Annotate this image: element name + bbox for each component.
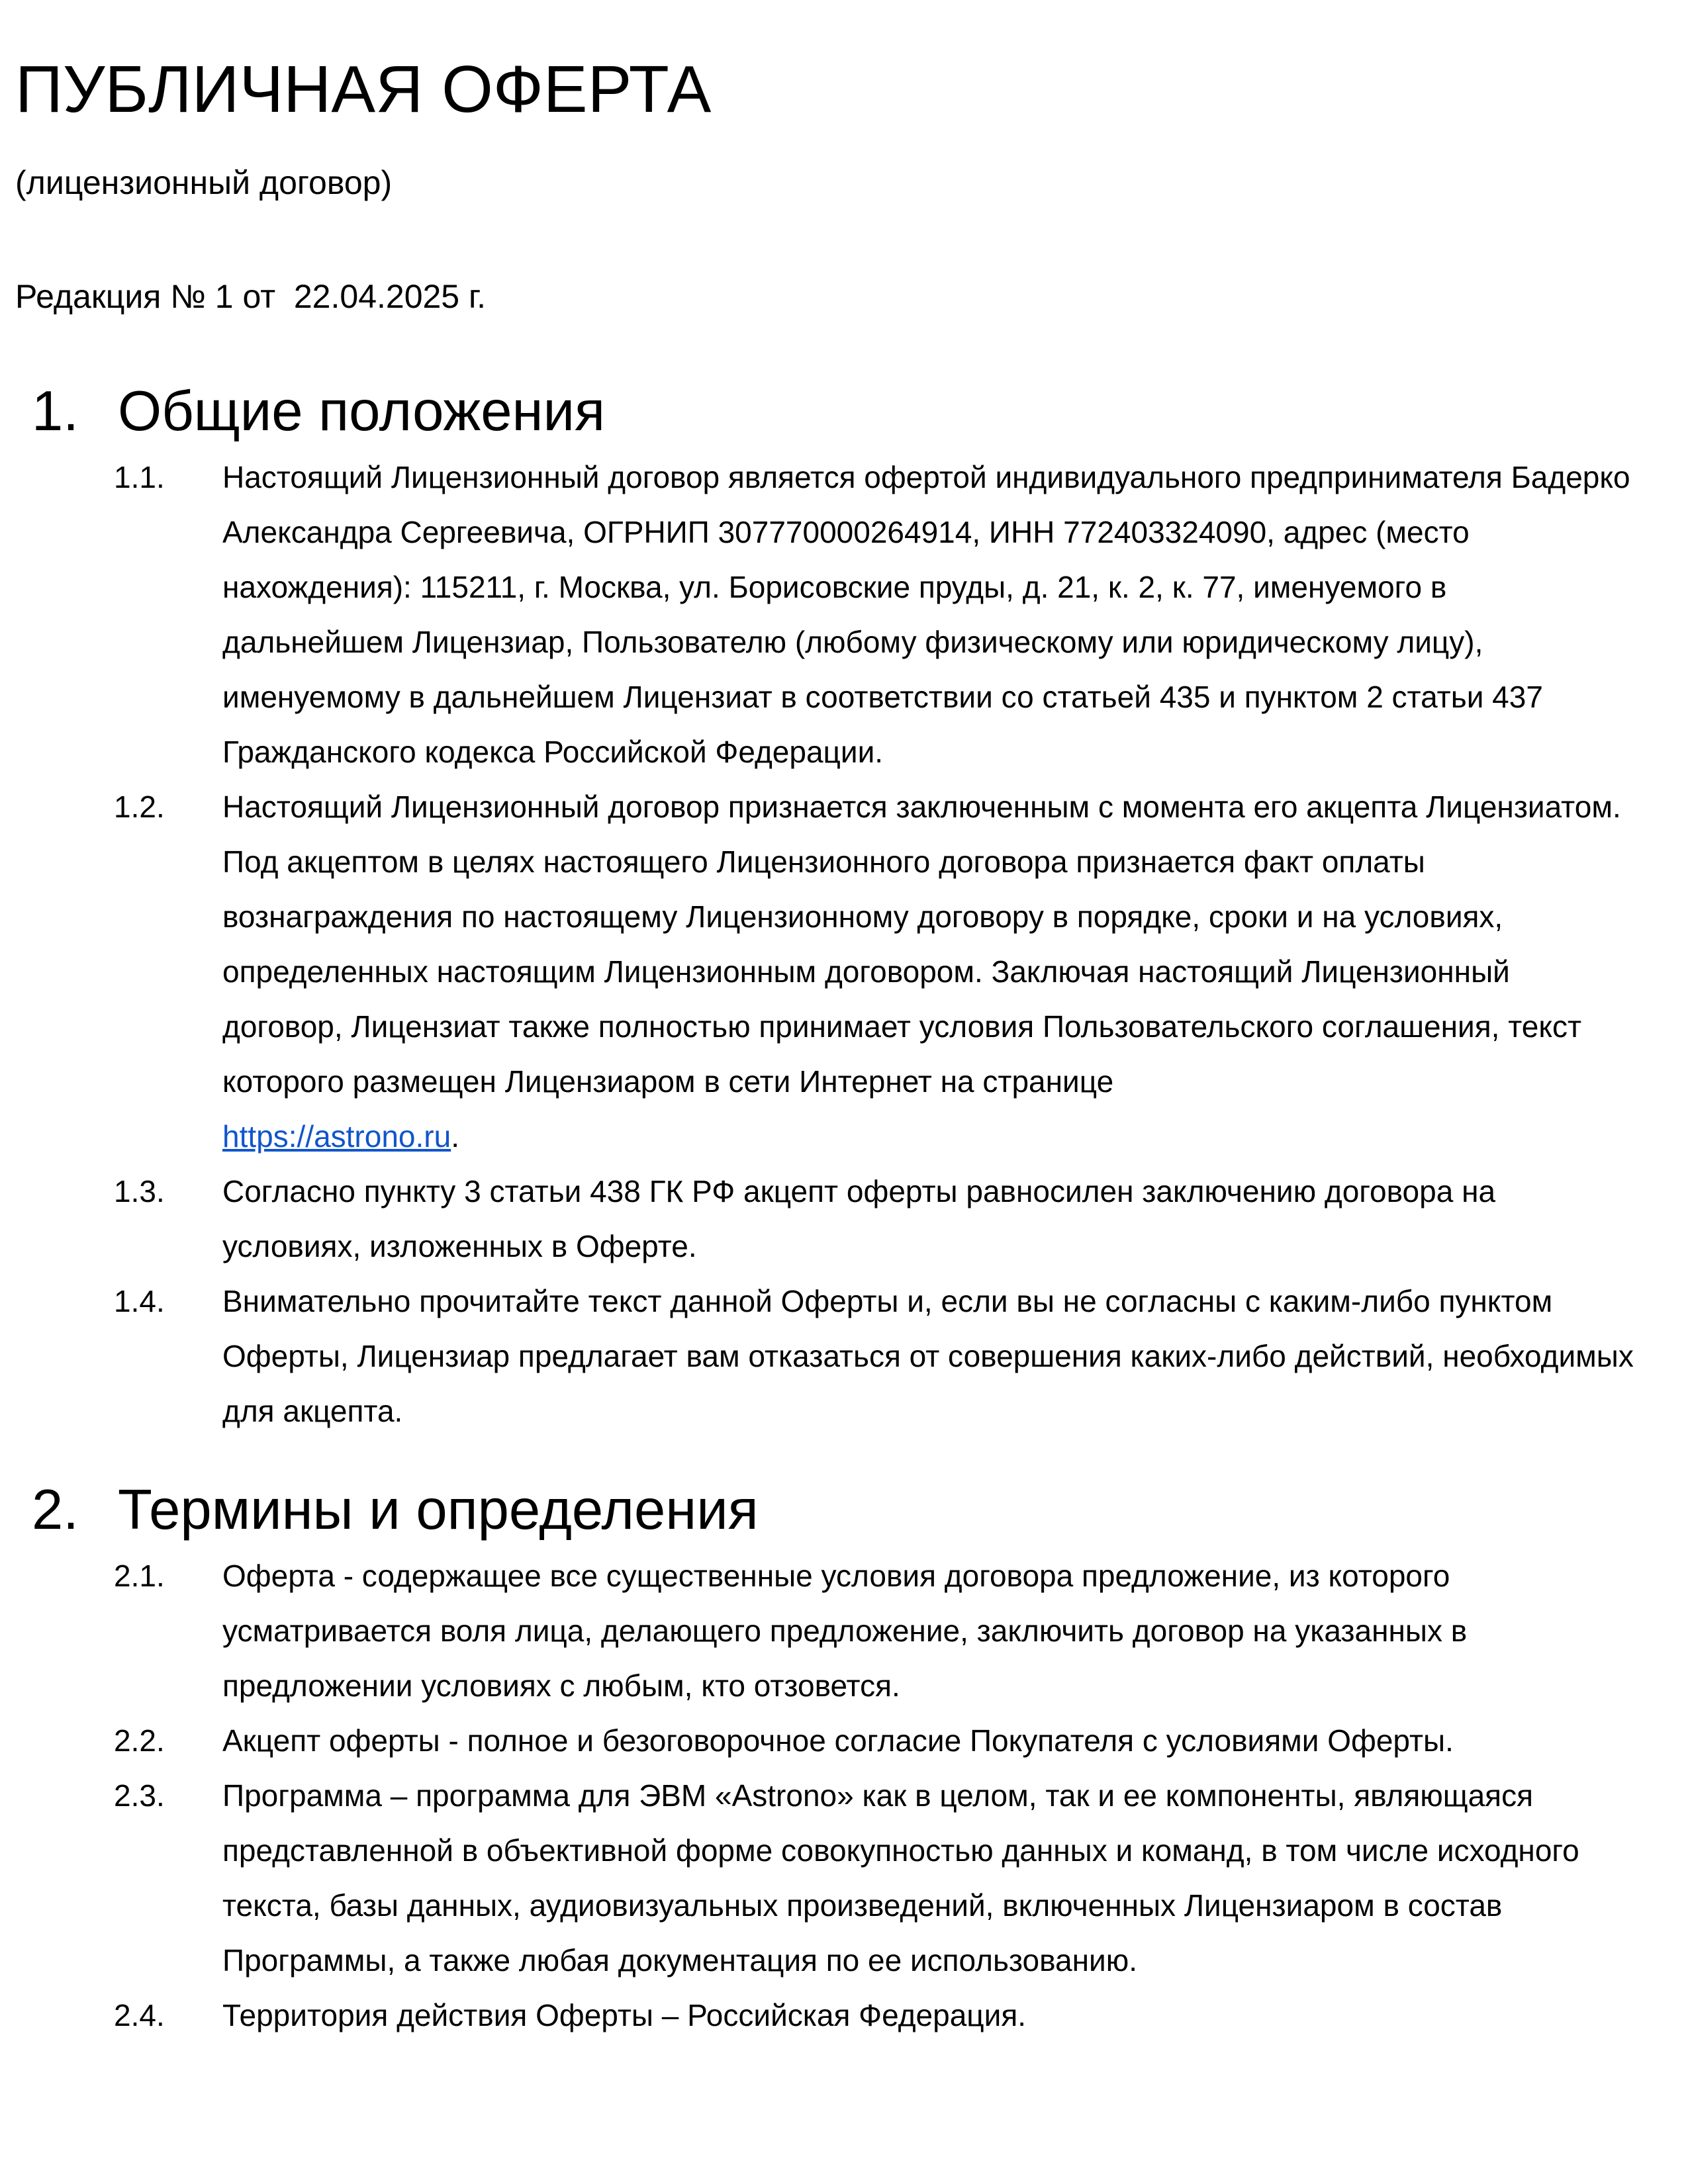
item-text-content: Акцепт оферты - полное и безоговорочное согласие Покупателя с условиями Оферты. xyxy=(222,1723,1454,1758)
item-text xyxy=(222,1768,1635,1988)
list-item xyxy=(114,1988,1635,2043)
list-item xyxy=(114,1549,1635,1713)
item-number: 2.3. xyxy=(114,1778,165,1813)
section-heading-1 xyxy=(32,379,1635,445)
page-title: ПУБЛИЧНАЯ ОФЕРТА xyxy=(15,52,712,126)
astrono-link[interactable]: https://astrono.ru xyxy=(222,1119,451,1154)
doc-subtitle: (лицензионный договор) xyxy=(15,164,393,201)
item-text-content: Внимательно прочитайте текст данной Оферты и, если вы не согласны с каким-либо пунктом Оферты, Лицензиар предлагает вам отказаться от совершения каких-либо действий, необходимых для акцепта. xyxy=(222,1284,1634,1428)
section-heading-2 xyxy=(32,1477,1635,1543)
item-text-content: Территория действия Оферты – Российская Федерация. xyxy=(222,1998,1027,2032)
item-text xyxy=(222,1988,1635,2043)
item-text xyxy=(222,1164,1635,1274)
item-number: 1.2. xyxy=(114,790,165,824)
item-text xyxy=(222,450,1635,780)
item-number: 2.1. xyxy=(114,1559,165,1593)
section-number: 2. xyxy=(32,1479,79,1541)
item-text xyxy=(222,1274,1635,1439)
item-number: 1.1. xyxy=(114,460,165,494)
list-item xyxy=(114,1164,1635,1274)
doc-revision: Редакция № 1 от 22.04.2025 г. xyxy=(15,278,487,315)
item-number: 1.4. xyxy=(114,1284,165,1318)
list-item xyxy=(114,1274,1635,1439)
item-text xyxy=(222,1549,1635,1713)
section-1-items xyxy=(114,450,1635,1439)
section-title: Термины и определения xyxy=(118,1479,759,1541)
section-2-items xyxy=(114,1549,1635,2043)
item-text xyxy=(222,1713,1635,1768)
item-text-content: Согласно пункту 3 статьи 438 ГК РФ акцепт оферты равносилен заключению договора на условиях, изложенных в Оферте. xyxy=(222,1174,1496,1263)
list-item xyxy=(114,1713,1635,1768)
list-item xyxy=(114,450,1635,780)
section-number: 1. xyxy=(32,380,79,443)
item-number: 1.3. xyxy=(114,1174,165,1208)
item-text-content: Оферта - содержащее все существенные условия договора предложение, из которого усматривается воля лица, делающего предложение, заключить договор на указанных в предложении условиях с любым, кто отзовется. xyxy=(222,1559,1468,1703)
list-item xyxy=(114,1768,1635,1988)
item-text-content: Настоящий Лицензионный договор является офертой индивидуального предпринимателя Бадерко Александра Сергеевича, ОГРНИП 307770000264914, ИНН 772403324090, адрес (место нахождения): 115211, г. Москва, ул. Борисовские пруды, д. 21, к. 2, к. 77, именуемого в дальнейшем Лицензиар, Пользователю (любому физическому или юридическому лицу), именуемому в дальнейшем Лицензиат в соответствии со статьей 435 и пунктом 2 статьи 437 Гражданского кодекса Российской Федерации. xyxy=(222,460,1630,769)
item-text-content: Настоящий Лицензионный договор признается заключенным с момента его акцепта Лицензиатом. Под акцептом в целях настоящего Лицензионного договора признается факт оплаты вознаграждения по настоящему Лицензионному договору в порядке, сроки и на условиях, определенных настоящим Лицензионным договором. Заключая настоящий Лицензионный договор, Лицензиат также полностью принимает условия Пользовательского соглашения, текст которого размещен Лицензиаром в сети Интернет на странице xyxy=(222,790,1621,1099)
list-item xyxy=(114,780,1635,1164)
section-title: Общие положения xyxy=(118,380,605,443)
item-number: 2.2. xyxy=(114,1723,165,1758)
item-text-content: Программа – программа для ЭВМ «Astrono» как в целом, так и ее компоненты, являющаяся представленной в объективной форме совокупностью данных и команд, в том числе исходного текста, базы данных, аудиовизуальных произведений, включенных Лицензиаром в состав Программы, а также любая документация по ее использованию. xyxy=(222,1778,1579,1978)
item-text xyxy=(222,780,1635,1164)
item-text-content: . xyxy=(451,1119,459,1154)
item-number: 2.4. xyxy=(114,1998,165,2032)
